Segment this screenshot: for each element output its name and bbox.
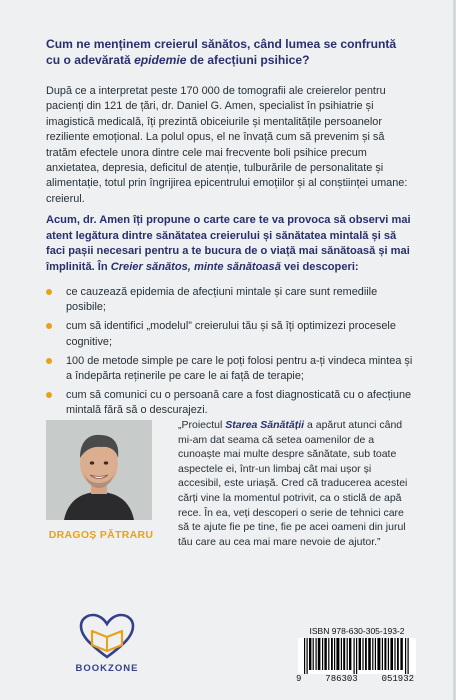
barcode-digit-left: 786303 (325, 674, 358, 684)
quote-text-before: „Proiectul (178, 419, 226, 431)
list-item-text: 100 de metode simple pe care le poți folosi pentru a-ți vindeca mintea și a îndepărta reținerile pe care le ai față de terapie; (66, 354, 413, 383)
list-item-text: cum să identifici „modelul” creierului tău și să îți optimizezi procesele cognitive; (66, 320, 396, 348)
publisher-name: BOOKZONE (75, 663, 139, 674)
list-item (46, 388, 416, 418)
promise-text-after: vei descoperi: (280, 260, 359, 273)
barcode-digit-prefix: 9 (296, 674, 302, 684)
list-item (46, 354, 416, 384)
bullet-dot-icon (46, 358, 52, 364)
barcode-digit-right: 051932 (381, 674, 414, 684)
bullet-dot-icon (46, 392, 52, 398)
intro-text-after: de afecțiuni psihice? (186, 53, 310, 67)
quote-text-after: a apărut atunci când mi-am dat seama că setea oamenilor de a cunoaște mai multe despre sănătate, sub toate aspectele ei, într-un limbaj cât mai ușor și accesibil, este uriașă. Cred că traducerea acestei cărți vine la momentul potrivit, ca o sticlă de apă rece. În ea, veți descoperi o serie de tehnici care să te ajute fie pe tine, fie pe acei oameni din jurul tău care au cea mai mare nevoie de ajutor.” (178, 419, 408, 548)
heart-book-icon (78, 613, 136, 661)
description-paragraph: După ce a interpretat peste 170 000 de tomografii ale creierelor pentru pacienți din 121 de țări, dr. Daniel G. Amen, specialist în psihiatrie și imagistică medicală, îți prezintă obiceiurile și mentalitățile persoanelor reziliente emoțional. La polul opus, el ne învață cum să prevenim și să tratăm efectele unora dintre cele mai frecvente boli psihice precum anxietatea, depresia, deficitul de atenție, tulburările de personalitate și alimentație, totul prin îngrijirea epicentrului emoțiilor și al conștiinței umane: creierul. (46, 85, 408, 205)
list-item-text: cum să comunici cu o persoană care a fost diagnosticată cu o afecțiune mintală fără să o descurajezi. (66, 389, 412, 417)
promise-paragraph (46, 213, 416, 275)
isbn-label: ISBN 978-630-305-193-2 (309, 626, 405, 636)
book-title-italic: Creier sănătos, minte sănătoasă (110, 260, 281, 273)
intro-text-before: Cum ne menținem creierul sănătos, când lumea se confruntă cu o adevărată (46, 37, 397, 67)
barcode-digits (294, 674, 420, 684)
author-photo (46, 420, 152, 520)
endorsement-quote (178, 418, 416, 549)
project-name: Starea Sănătății (225, 419, 305, 431)
endorser-name: DRAGOȘ PĂTRARU (48, 529, 154, 541)
bullet-dot-icon (46, 289, 52, 295)
benefits-list (46, 285, 416, 423)
list-item-text: ce cauzează epidemia de afecțiuni mintale și care sunt remediile posibile; (66, 286, 378, 314)
list-item (46, 319, 416, 349)
intro-question (46, 36, 408, 68)
barcode-block (294, 626, 420, 686)
promise-text-before: Acum, dr. Amen îți propune o carte care te va provoca să observi mai atent legătura dintre sănătatea creierului și sănătatea mintală și să faci pașii necesari pentru a te bucura de o viață mai sănătoasă și mai împlinită. În (46, 214, 411, 273)
author-portrait-icon (46, 420, 152, 520)
barcode-icon (298, 638, 416, 674)
bullet-dot-icon (46, 323, 52, 329)
intro-emphasis: epidemie (134, 53, 187, 67)
list-item (46, 285, 416, 315)
